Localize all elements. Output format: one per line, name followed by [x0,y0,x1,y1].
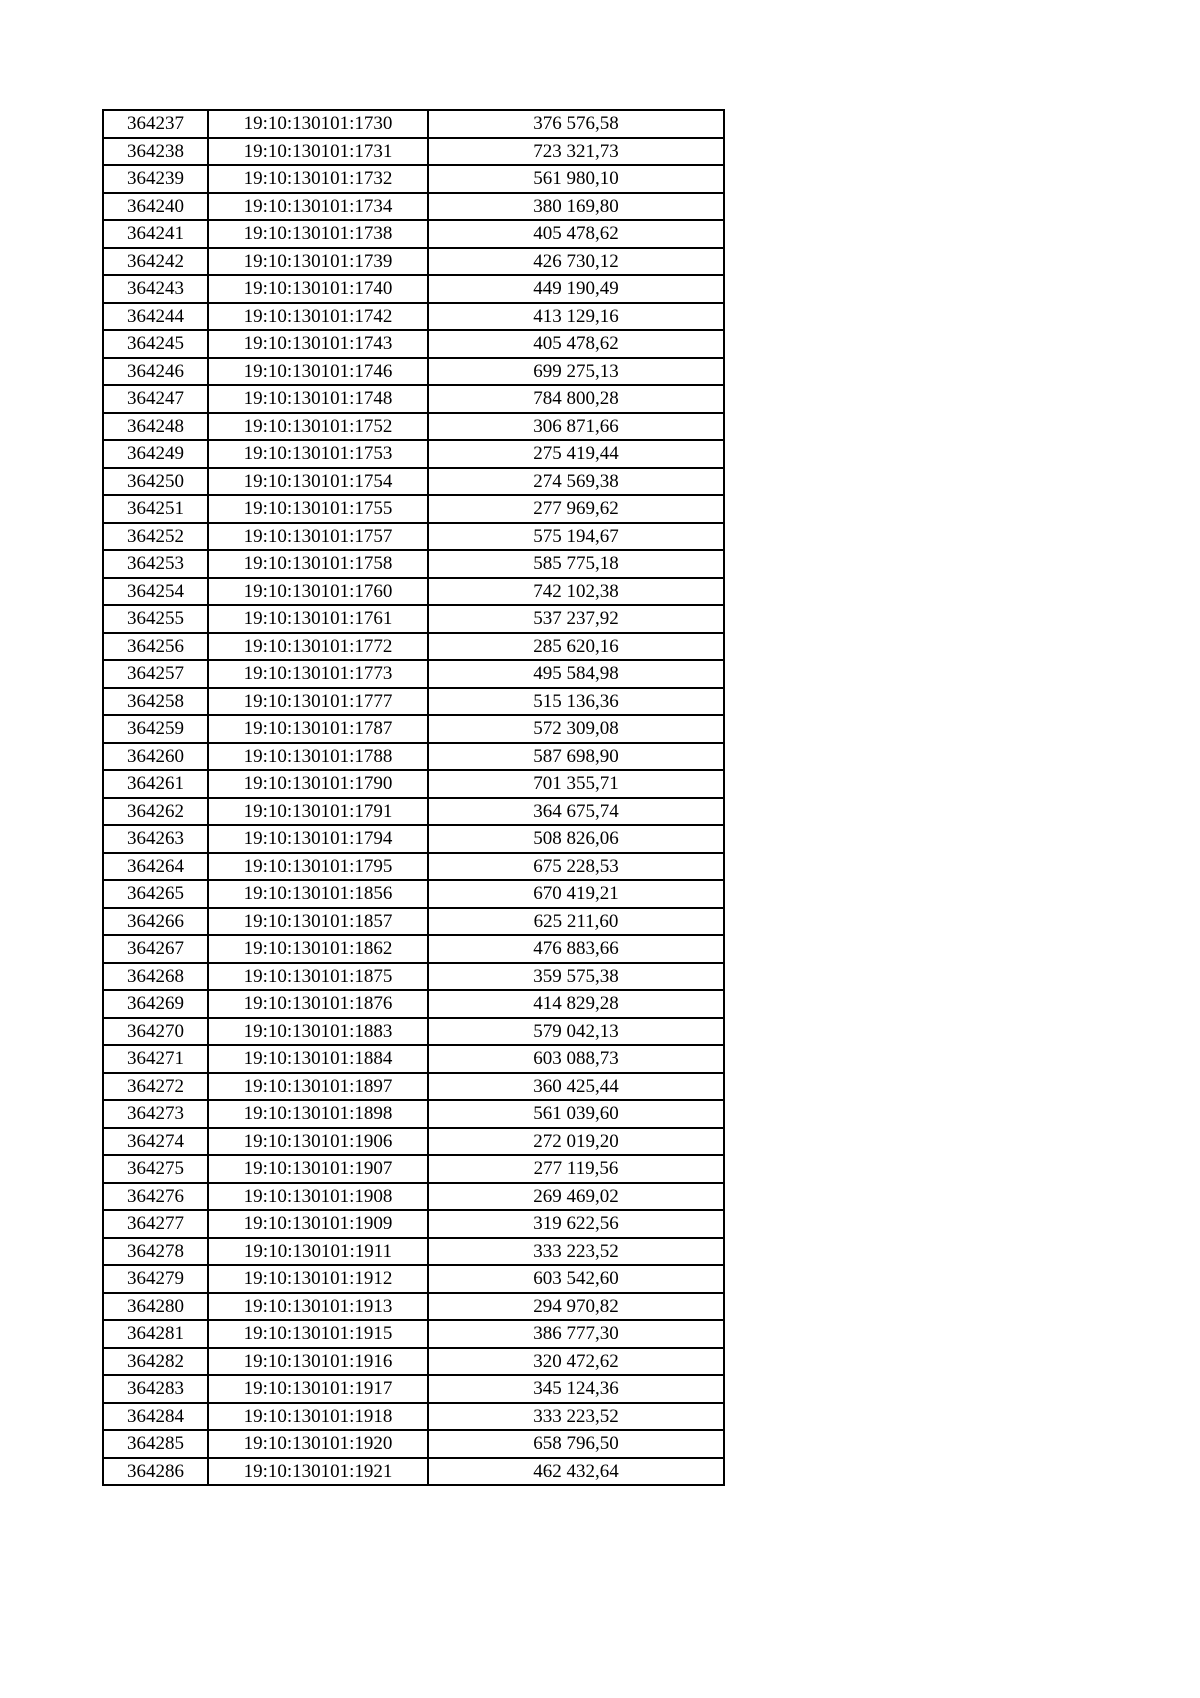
cadastral-value-cell: 333 223,52 [428,1238,724,1266]
table-row [103,770,724,798]
cadastral-value-cell: 723 321,73 [428,138,724,166]
cadastral-number-cell: 19:10:130101:1917 [208,1375,428,1403]
table-row [103,605,724,633]
table-row [103,358,724,386]
row-number-cell: 364237 [103,110,208,138]
cadastral-value-cell: 426 730,12 [428,248,724,276]
cadastral-number-cell: 19:10:130101:1788 [208,743,428,771]
cadastral-number-cell: 19:10:130101:1773 [208,660,428,688]
row-number-cell: 364262 [103,798,208,826]
cadastral-value-cell: 333 223,52 [428,1403,724,1431]
cadastral-value-cell: 476 883,66 [428,935,724,963]
table-row [103,1045,724,1073]
cadastral-value-cell: 272 019,20 [428,1128,724,1156]
table-row [103,1320,724,1348]
row-number-cell: 364238 [103,138,208,166]
table-row [103,165,724,193]
row-number-cell: 364286 [103,1458,208,1486]
table-row [103,963,724,991]
table-row [103,275,724,303]
row-number-cell: 364261 [103,770,208,798]
cadastral-value-cell: 515 136,36 [428,688,724,716]
cadastral-number-cell: 19:10:130101:1908 [208,1183,428,1211]
cadastral-number-cell: 19:10:130101:1787 [208,715,428,743]
row-number-cell: 364239 [103,165,208,193]
row-number-cell: 364250 [103,468,208,496]
cadastral-value-cell: 699 275,13 [428,358,724,386]
table-row [103,110,724,138]
table-row [103,330,724,358]
table-row [103,798,724,826]
table-row [103,688,724,716]
cadastral-number-cell: 19:10:130101:1739 [208,248,428,276]
cadastral-number-cell: 19:10:130101:1875 [208,963,428,991]
cadastral-value-cell: 414 829,28 [428,990,724,1018]
row-number-cell: 364268 [103,963,208,991]
cadastral-number-cell: 19:10:130101:1732 [208,165,428,193]
row-number-cell: 364278 [103,1238,208,1266]
row-number-cell: 364251 [103,495,208,523]
cadastral-value-cell: 572 309,08 [428,715,724,743]
cadastral-number-cell: 19:10:130101:1740 [208,275,428,303]
row-number-cell: 364274 [103,1128,208,1156]
table-row [103,1348,724,1376]
row-number-cell: 364263 [103,825,208,853]
cadastral-number-cell: 19:10:130101:1794 [208,825,428,853]
cadastral-value-cell: 376 576,58 [428,110,724,138]
row-number-cell: 364243 [103,275,208,303]
cadastral-number-cell: 19:10:130101:1791 [208,798,428,826]
cadastral-value-cell: 587 698,90 [428,743,724,771]
cadastral-value-cell: 405 478,62 [428,220,724,248]
cadastral-value-cell: 277 969,62 [428,495,724,523]
cadastral-value-cell: 561 980,10 [428,165,724,193]
cadastral-number-cell: 19:10:130101:1898 [208,1100,428,1128]
cadastral-number-cell: 19:10:130101:1911 [208,1238,428,1266]
row-number-cell: 364253 [103,550,208,578]
table-row [103,1458,724,1486]
row-number-cell: 364285 [103,1430,208,1458]
cadastral-number-cell: 19:10:130101:1857 [208,908,428,936]
cadastral-value-cell: 462 432,64 [428,1458,724,1486]
row-number-cell: 364266 [103,908,208,936]
cadastral-value-cell: 625 211,60 [428,908,724,936]
cadastral-number-cell: 19:10:130101:1862 [208,935,428,963]
table-row [103,743,724,771]
row-number-cell: 364279 [103,1265,208,1293]
cadastral-number-cell: 19:10:130101:1856 [208,880,428,908]
cadastral-number-cell: 19:10:130101:1918 [208,1403,428,1431]
row-number-cell: 364247 [103,385,208,413]
row-number-cell: 364249 [103,440,208,468]
cadastral-value-cell: 320 472,62 [428,1348,724,1376]
table-body [103,110,724,1485]
table-row [103,633,724,661]
table-row [103,1238,724,1266]
row-number-cell: 364259 [103,715,208,743]
cadastral-value-cell: 269 469,02 [428,1183,724,1211]
cadastral-value-cell: 359 575,38 [428,963,724,991]
row-number-cell: 364258 [103,688,208,716]
row-number-cell: 364283 [103,1375,208,1403]
row-number-cell: 364269 [103,990,208,1018]
row-number-cell: 364272 [103,1073,208,1101]
cadastral-number-cell: 19:10:130101:1761 [208,605,428,633]
cadastral-number-cell: 19:10:130101:1748 [208,385,428,413]
table-row [103,440,724,468]
row-number-cell: 364260 [103,743,208,771]
cadastral-number-cell: 19:10:130101:1916 [208,1348,428,1376]
cadastral-value-cell: 285 620,16 [428,633,724,661]
table-row [103,715,724,743]
table-row [103,248,724,276]
cadastral-value-cell: 274 569,38 [428,468,724,496]
cadastral-number-cell: 19:10:130101:1883 [208,1018,428,1046]
table-row [103,1265,724,1293]
cadastral-value-cell: 742 102,38 [428,578,724,606]
table-row [103,1210,724,1238]
cadastral-value-cell: 306 871,66 [428,413,724,441]
row-number-cell: 364265 [103,880,208,908]
table-row [103,853,724,881]
cadastral-value-cell: 537 237,92 [428,605,724,633]
row-number-cell: 364284 [103,1403,208,1431]
row-number-cell: 364255 [103,605,208,633]
cadastral-number-cell: 19:10:130101:1884 [208,1045,428,1073]
table-row [103,935,724,963]
table-row [103,1430,724,1458]
cadastral-value-cell: 701 355,71 [428,770,724,798]
cadastral-number-cell: 19:10:130101:1907 [208,1155,428,1183]
table-row [103,303,724,331]
cadastral-value-cell: 603 088,73 [428,1045,724,1073]
cadastral-value-cell: 413 129,16 [428,303,724,331]
row-number-cell: 364242 [103,248,208,276]
row-number-cell: 364241 [103,220,208,248]
table-row [103,825,724,853]
table-row [103,385,724,413]
table-row [103,1403,724,1431]
cadastral-number-cell: 19:10:130101:1772 [208,633,428,661]
cadastral-number-cell: 19:10:130101:1731 [208,138,428,166]
cadastral-number-cell: 19:10:130101:1876 [208,990,428,1018]
row-number-cell: 364246 [103,358,208,386]
cadastral-value-cell: 603 542,60 [428,1265,724,1293]
cadastral-number-cell: 19:10:130101:1909 [208,1210,428,1238]
cadastral-number-cell: 19:10:130101:1742 [208,303,428,331]
cadastral-number-cell: 19:10:130101:1755 [208,495,428,523]
row-number-cell: 364248 [103,413,208,441]
table-row [103,990,724,1018]
cadastral-number-cell: 19:10:130101:1912 [208,1265,428,1293]
cadastral-value-cell: 386 777,30 [428,1320,724,1348]
cadastral-value-cell: 345 124,36 [428,1375,724,1403]
table-row [103,880,724,908]
cadastral-number-cell: 19:10:130101:1753 [208,440,428,468]
cadastral-value-cell: 508 826,06 [428,825,724,853]
row-number-cell: 364254 [103,578,208,606]
row-number-cell: 364257 [103,660,208,688]
table-row [103,1375,724,1403]
cadastral-value-cell: 670 419,21 [428,880,724,908]
table-row [103,660,724,688]
cadastral-value-cell: 364 675,74 [428,798,724,826]
cadastral-number-cell: 19:10:130101:1730 [208,110,428,138]
row-number-cell: 364280 [103,1293,208,1321]
cadastral-value-cell: 405 478,62 [428,330,724,358]
cadastral-value-cell: 294 970,82 [428,1293,724,1321]
row-number-cell: 364282 [103,1348,208,1376]
cadastral-value-cell: 277 119,56 [428,1155,724,1183]
row-number-cell: 364240 [103,193,208,221]
cadastral-value-cell: 360 425,44 [428,1073,724,1101]
cadastral-value-cell: 658 796,50 [428,1430,724,1458]
cadastral-number-cell: 19:10:130101:1743 [208,330,428,358]
table-row [103,413,724,441]
cadastral-number-cell: 19:10:130101:1758 [208,550,428,578]
cadastral-value-cell: 275 419,44 [428,440,724,468]
cadastral-value-cell: 675 228,53 [428,853,724,881]
cadastral-number-cell: 19:10:130101:1760 [208,578,428,606]
row-number-cell: 364273 [103,1100,208,1128]
row-number-cell: 364277 [103,1210,208,1238]
cadastral-value-cell: 579 042,13 [428,1018,724,1046]
row-number-cell: 364245 [103,330,208,358]
table-row [103,578,724,606]
cadastral-value-cell: 784 800,28 [428,385,724,413]
table-row [103,1183,724,1211]
cadastral-value-cell: 495 584,98 [428,660,724,688]
cadastral-number-cell: 19:10:130101:1897 [208,1073,428,1101]
cadastral-value-table [102,109,725,1486]
cadastral-number-cell: 19:10:130101:1777 [208,688,428,716]
table-row [103,1128,724,1156]
row-number-cell: 364252 [103,523,208,551]
table-row [103,138,724,166]
table-row [103,908,724,936]
table-row [103,1018,724,1046]
cadastral-number-cell: 19:10:130101:1921 [208,1458,428,1486]
cadastral-number-cell: 19:10:130101:1734 [208,193,428,221]
row-number-cell: 364271 [103,1045,208,1073]
cadastral-value-cell: 575 194,67 [428,523,724,551]
cadastral-value-cell: 319 622,56 [428,1210,724,1238]
table-row [103,1073,724,1101]
cadastral-number-cell: 19:10:130101:1795 [208,853,428,881]
row-number-cell: 364276 [103,1183,208,1211]
cadastral-number-cell: 19:10:130101:1746 [208,358,428,386]
row-number-cell: 364267 [103,935,208,963]
table-row [103,468,724,496]
table-row [103,193,724,221]
table-row [103,220,724,248]
row-number-cell: 364281 [103,1320,208,1348]
row-number-cell: 364256 [103,633,208,661]
cadastral-value-cell: 561 039,60 [428,1100,724,1128]
cadastral-number-cell: 19:10:130101:1906 [208,1128,428,1156]
cadastral-number-cell: 19:10:130101:1738 [208,220,428,248]
cadastral-number-cell: 19:10:130101:1915 [208,1320,428,1348]
row-number-cell: 364244 [103,303,208,331]
row-number-cell: 364270 [103,1018,208,1046]
table-row [103,550,724,578]
table-row [103,523,724,551]
cadastral-number-cell: 19:10:130101:1757 [208,523,428,551]
row-number-cell: 364275 [103,1155,208,1183]
table-row [103,495,724,523]
table-row [103,1155,724,1183]
cadastral-number-cell: 19:10:130101:1913 [208,1293,428,1321]
cadastral-number-cell: 19:10:130101:1754 [208,468,428,496]
cadastral-value-cell: 449 190,49 [428,275,724,303]
table-row [103,1293,724,1321]
cadastral-value-cell: 380 169,80 [428,193,724,221]
cadastral-number-cell: 19:10:130101:1752 [208,413,428,441]
cadastral-number-cell: 19:10:130101:1920 [208,1430,428,1458]
table-row [103,1100,724,1128]
row-number-cell: 364264 [103,853,208,881]
cadastral-number-cell: 19:10:130101:1790 [208,770,428,798]
cadastral-value-cell: 585 775,18 [428,550,724,578]
